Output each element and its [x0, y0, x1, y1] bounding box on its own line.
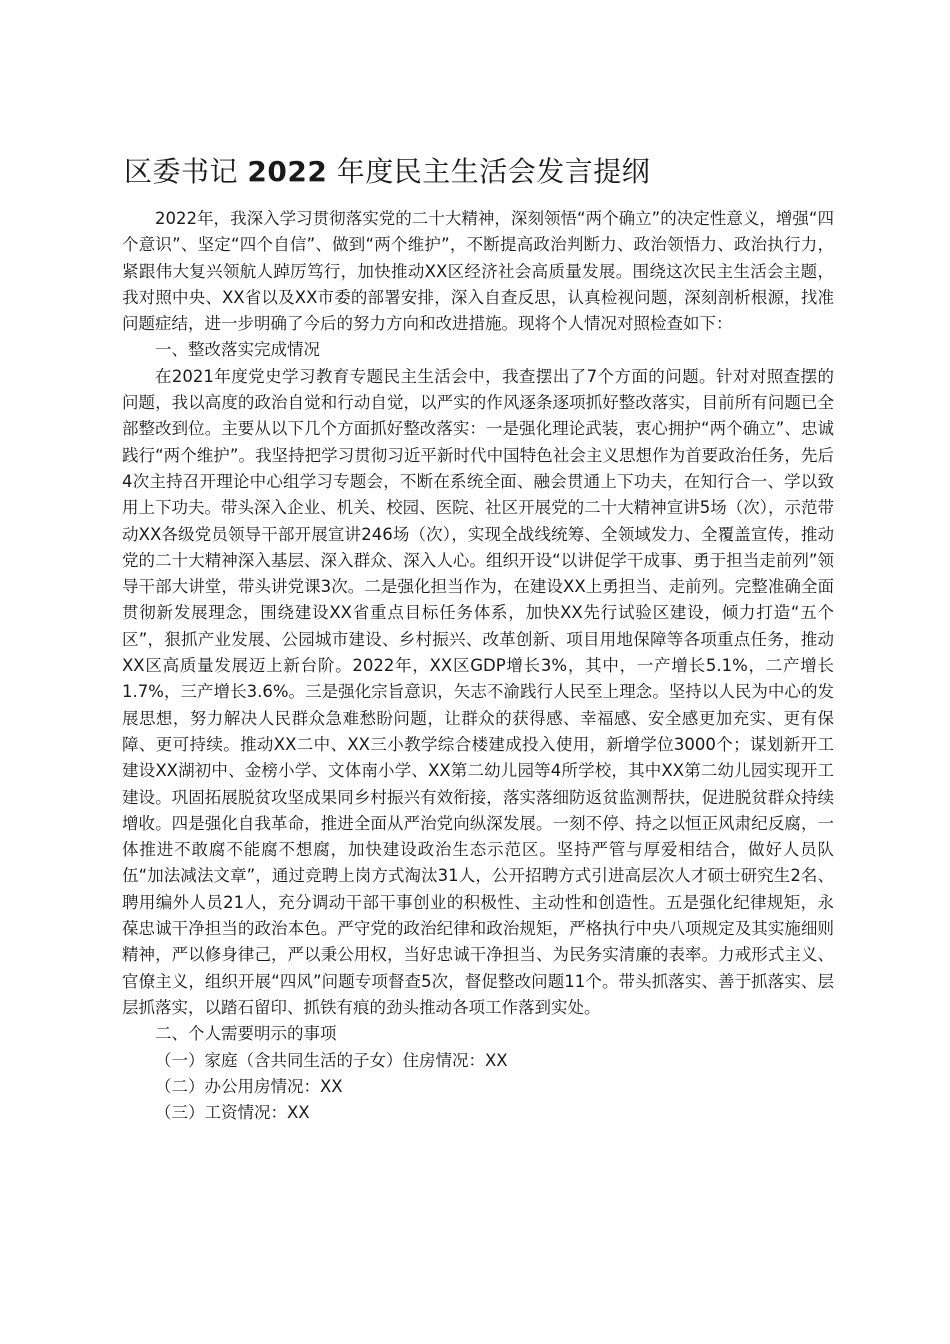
title-year: 2022	[247, 155, 328, 188]
document-title	[124, 152, 884, 192]
item-office: （二）办公用房情况：XX	[155, 1076, 343, 1096]
title-prefix: 区委书记	[124, 155, 239, 188]
item-salary: （三）工资情况：XX	[155, 1103, 310, 1123]
title-suffix: 年度民主生活会发言提纲	[336, 155, 651, 188]
intro-paragraph: 2022年，我深入学习贯彻落实党的二十大精神，深刻领悟“两个确立”的决定性意义，增强“四个意识”、坚定“四个自信”、做到“两个维护”，不断提高政治判断力、政治领悟力、政治执行力，紧跟伟大复兴领航人踔厉笃行，加快推动XX区经济社会高质量发展。围绕这次民主生活会主题，我对照中央、XX省以及XX市委的部署安排，深入自查反思，认真检视问题，深刻剖析根源，找准问题症结，进一步明确了今后的努力方向和改进措施。现将个人情况对照检查如下：	[122, 209, 834, 334]
document-body	[122, 206, 834, 1126]
item-housing: （一）家庭（含共同生活的子女）住房情况：XX	[155, 1050, 508, 1070]
section-heading-1: 一、整改落实完成情况	[155, 340, 320, 360]
rectification-paragraph: 在2021年度党史学习教育专题民主生活会中，我查摆出了7个方面的问题。针对对照查摆的问题，我以高度的政治自觉和行动自觉，以严实的作风逐条逐项抓好整改落实，目前所有问题已全部整改到位。主要从以下几个方面抓好整改落实：一是强化理论武装，衷心拥护“两个确立”、忠诚践行“两个维护”。我坚持把学习贯彻习近平新时代中国特色社会主义思想作为首要政治任务，先后4次主持召开理论中心组学习专题会，不断在系统全面、融会贯通上下功夫，在知行合一、学以致用上下功夫。带头深入企业、机关、校园、医院、社区开展党的二十大精神宣讲5场（次），示范带动XX各级党员领导干部开展宣讲246场（次），实现全战线统筹、全领域发力、全覆盖宣传，推动党的二十大精神深入基层、深入群众、深入人心。组织开设“以讲促学干成事、勇于担当走前列”领导干部大讲堂，带头讲党课3次。二是强化担当作为，在建设XX上勇担当、走前列。完整准确全面贯彻新发展理念，围绕建设XX省重点目标任务体系，加快XX先行试验区建设，倾力打造“五个区”，狠抓产业发展、公园城市建设、乡村振兴、改革创新、项目用地保障等各项重点任务，推动XX区高质量发展迈上新台阶。2022年，XX区GDP增长3%，其中，一产增长5.1%，二产增长1.7%，三产增长3.6%。三是强化宗旨意识，矢志不渝践行人民至上理念。坚持以人民为中心的发展思想，努力解决人民群众急难愁盼问题，让群众的获得感、幸福感、安全感更加充实、更有保障、更可持续。推动XX二中、XX三小教学综合楼建成投入使用，新增学位3000个；谋划新开工建设XX湖初中、金榜小学、文体南小学、XX第二幼儿园等4所学校，其中XX第二幼儿园实现开工建设。巩固拓展脱贫攻坚成果同乡村振兴有效衔接，落实落细防返贫监测帮扶，促进脱贫群众持续增收。四是强化自我革命，推进全面从严治党向纵深发展。一刻不停、持之以恒正风肃纪反腐，一体推进不敢腐不能腐不想腐，加快建设政治生态示范区。坚持严管与厚爱相结合，做好人员队伍“加法减法文章”，通过竞聘上岗方式淘汰31人，公开招聘方式引进高层次人才硕士研究生2名、聘用编外人员21人，充分调动干部干事创业的积极性、主动性和创造性。五是强化纪律规矩，永葆忠诚干净担当的政治本色。严守党的政治纪律和政治规矩，严格执行中央八项规定及其实施细则精神，严以修身律己，严以秉公用权，当好忠诚干净担当、为民务实清廉的表率。力戒形式主义、官僚主义，组织开展“四风”问题专项督查5次，督促整改问题11个。带头抓落实、善于抓落实、层层抓落实，以踏石留印、抓铁有痕的劲头推动各项工作落到实处。	[122, 366, 834, 1017]
section-heading-2: 二、个人需要明示的事项	[155, 1024, 337, 1044]
